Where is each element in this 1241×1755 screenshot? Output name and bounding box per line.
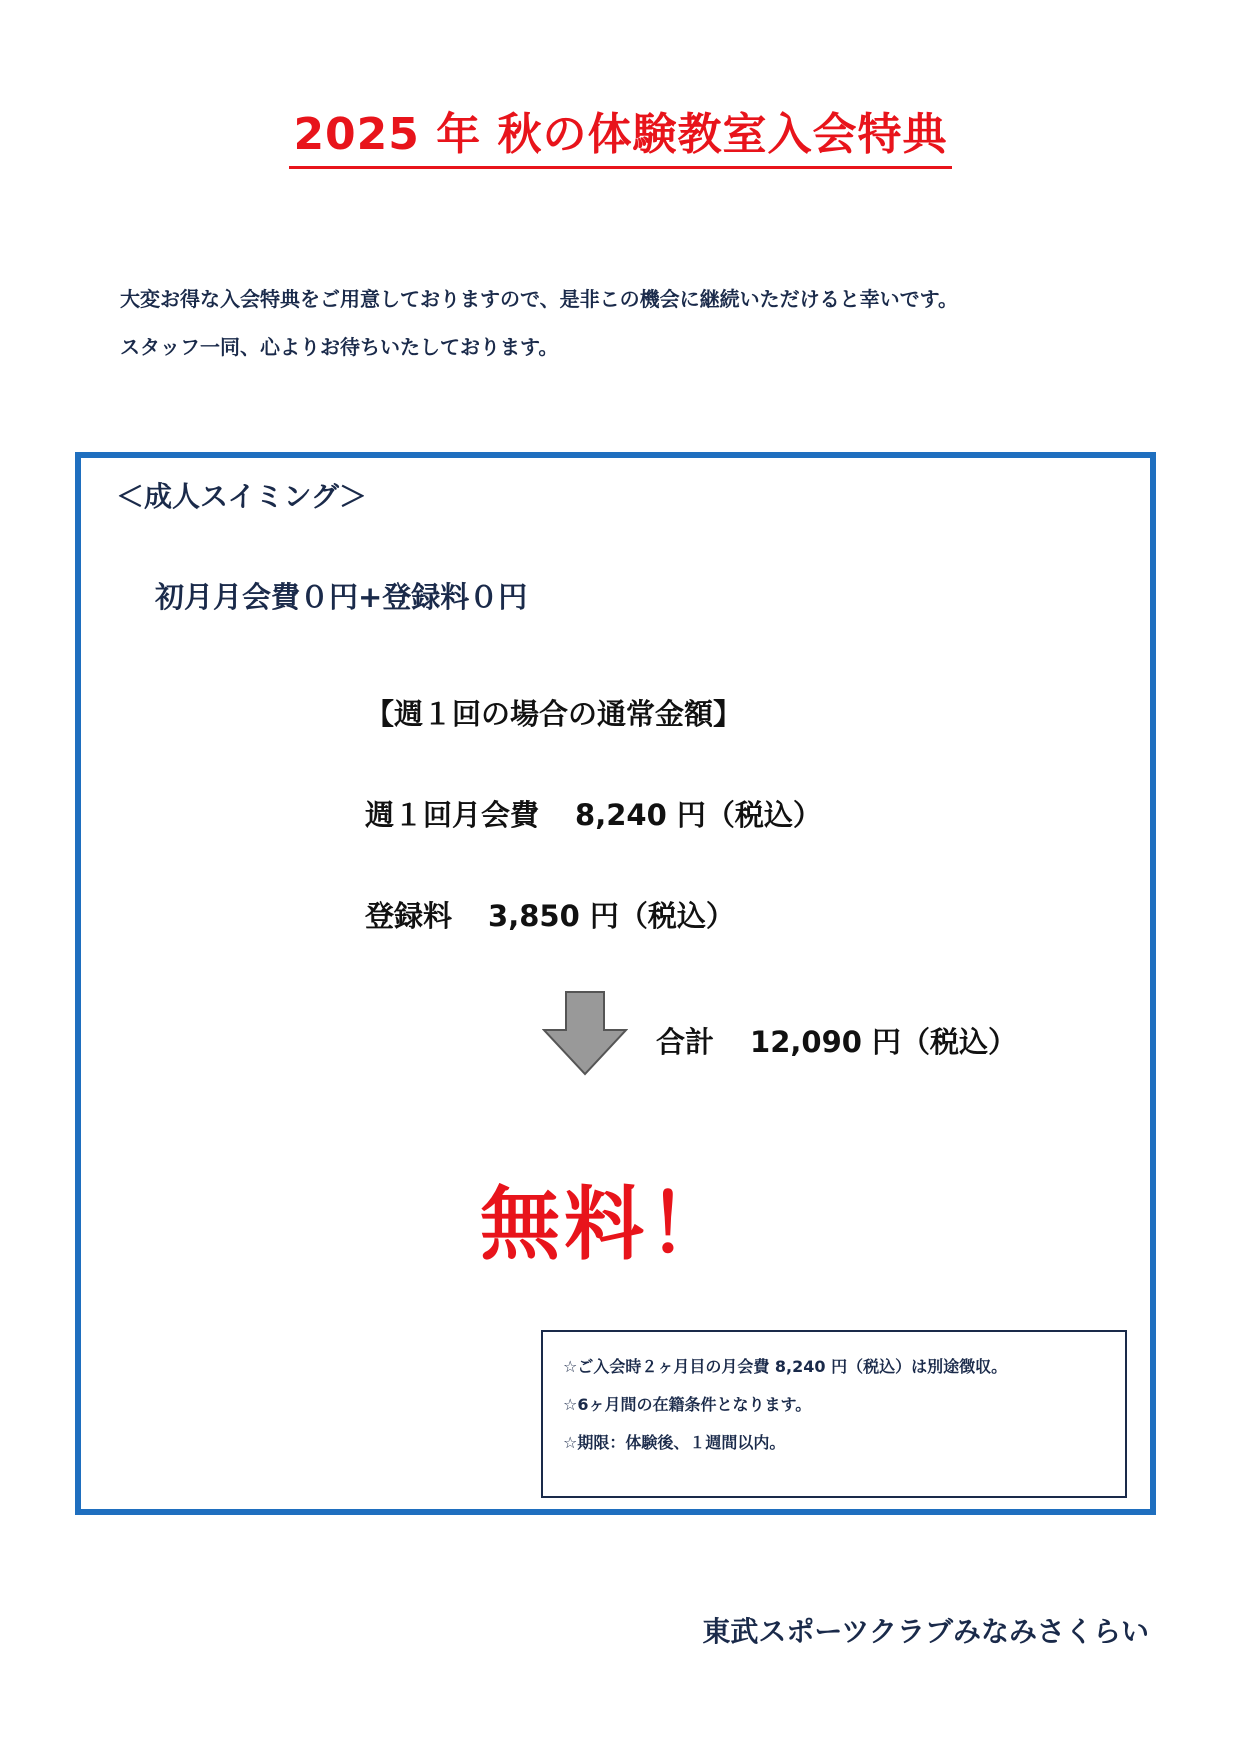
page-title-text: 2025 年 秋の体験教室入会特典 [289, 98, 951, 169]
intro-line-1: 大変お得な入会特典をご用意しておりますので、是非この機会に継続いただけると幸いです。 [120, 287, 958, 311]
page-title [0, 98, 1241, 169]
monthly-fee-price: 8,240 円（税込） [575, 798, 822, 832]
intro-line-2: スタッフ一同、心よりお待ちいたしております。 [120, 335, 559, 359]
total-price: 12,090 円（税込） [750, 1025, 1018, 1059]
section-label: ＜成人スイミング＞ [116, 480, 367, 513]
monthly-fee-row [365, 793, 822, 834]
note-item: ☆期限：体験後、１週間以内。 [563, 1433, 786, 1452]
note-item: ☆ご入会時２ヶ月目の月会費 8,240 円（税込）は別途徴収。 [563, 1357, 1008, 1376]
registration-fee-row [365, 894, 735, 935]
registration-fee-price: 3,850 円（税込） [488, 899, 735, 933]
offer-text: 初月月会費０円+登録料０円 [155, 580, 528, 614]
notes-box [541, 1330, 1127, 1498]
down-arrow-icon [542, 990, 628, 1076]
free-banner: 無料！ [480, 1178, 732, 1271]
total-row [656, 1020, 1017, 1061]
monthly-fee-label: 週１回月会費 [365, 798, 540, 832]
normal-price-heading: 【週１回の場合の通常金額】 [365, 697, 743, 731]
club-name: 東武スポーツクラブみなみさくらい [702, 1615, 1149, 1648]
total-label: 合計 [656, 1025, 715, 1059]
note-item: ☆6ヶ月間の在籍条件となります。 [563, 1395, 812, 1414]
registration-fee-label: 登録料 [365, 899, 453, 933]
